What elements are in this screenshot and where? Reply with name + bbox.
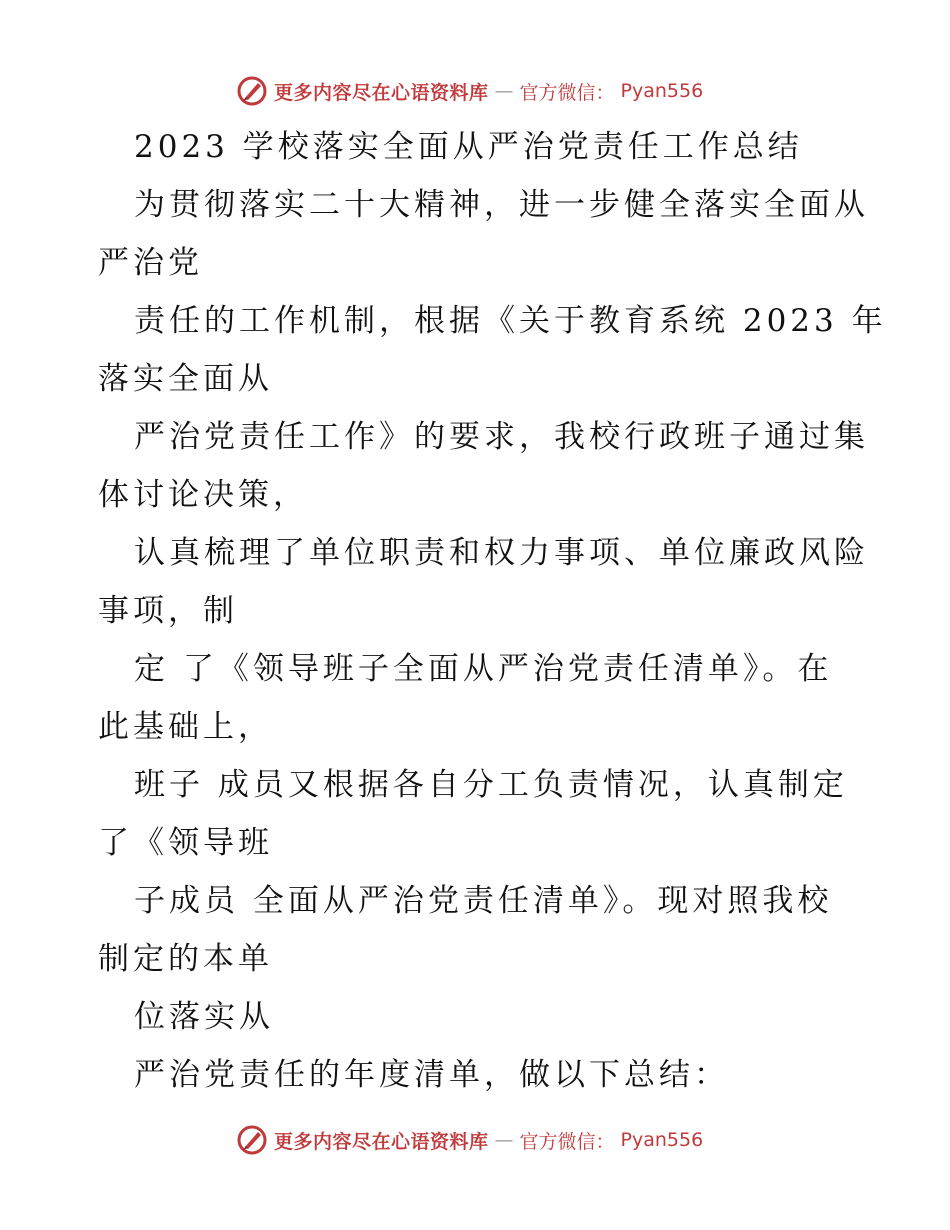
watermark-dash: —	[494, 1129, 514, 1151]
document-line: 严治党责任的年度清单，做以下总结：	[134, 1057, 729, 1093]
document-line: 班子 成员又根据各自分工负责情况，认真制定	[134, 767, 848, 803]
document-line: 子成员 全面从严治党责任清单》。现对照我校	[134, 883, 833, 919]
document-line: 落实全面从	[98, 361, 273, 397]
header-watermark	[236, 74, 703, 108]
document-line: 严治党	[98, 245, 203, 281]
document-line: 认真梳理了单位职责和权力事项、单位廉政风险	[134, 535, 869, 571]
watermark-wechat-id: Pyan556	[620, 1129, 704, 1151]
document-line: 体讨论决策，	[98, 477, 308, 513]
document-line: 定 了《领导班子全面从严治党责任清单》。在	[134, 651, 833, 687]
footer-watermark	[236, 1123, 703, 1157]
watermark-dash: —	[494, 80, 514, 102]
quill-logo-icon	[236, 75, 268, 107]
document-line: 此基础上，	[98, 709, 273, 745]
document-title: 2023 学校落实全面从严治党责任工作总结	[134, 129, 803, 165]
watermark-main-text: 更多内容尽在心语资料库	[274, 1130, 489, 1153]
document-line: 位落实从	[134, 999, 274, 1035]
watermark-label: 官方微信：	[519, 1130, 615, 1153]
document-line: 事项，制	[98, 593, 238, 629]
document-line: 严治党责任工作》的要求，我校行政班子通过集	[134, 419, 869, 455]
quill-logo-icon	[236, 1124, 268, 1156]
watermark-main-text: 更多内容尽在心语资料库	[274, 81, 489, 104]
document-line: 制定的本单	[98, 941, 273, 977]
document-line: 责任的工作机制，根据《关于教育系统 2023 年	[134, 303, 887, 339]
document-line: 了《领导班	[98, 825, 273, 861]
document-line: 为贯彻落实二十大精神，进一步健全落实全面从	[134, 187, 869, 223]
watermark-wechat-id: Pyan556	[620, 80, 704, 102]
watermark-label: 官方微信：	[519, 81, 615, 104]
